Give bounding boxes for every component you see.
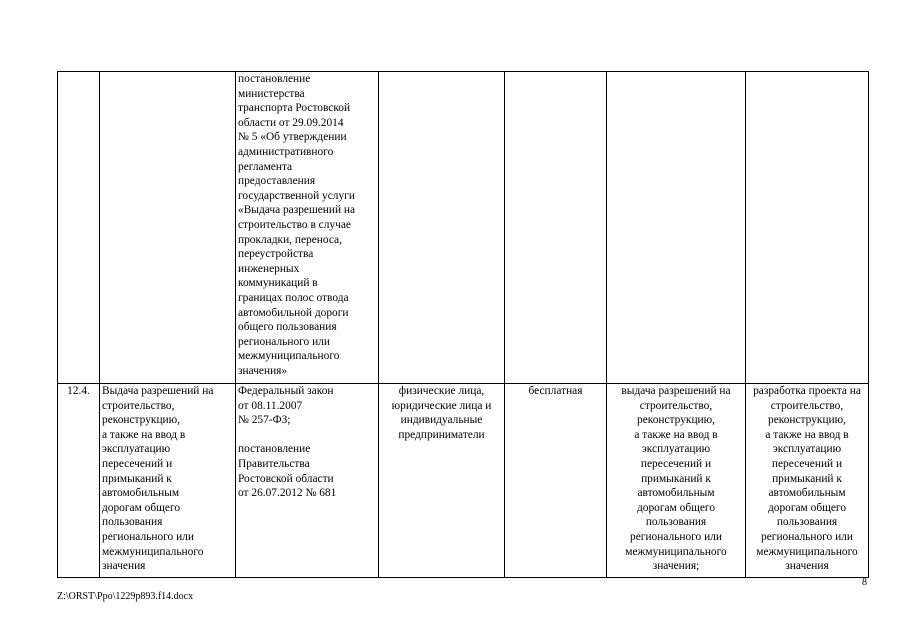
table-cell-result (607, 384, 746, 578)
cell-text: 12.4. (67, 385, 90, 397)
table-cell-payment (505, 384, 607, 578)
cell-text: выдача разрешений на строительство, реконструкцию, а также на ввод в эксплуатацию пересечений и примыканий к автомобильным дорогам общего пользования регионального или межмуниципального значения; (621, 385, 731, 573)
cell-text: бесплатная (528, 385, 583, 397)
cell-text: физические лица, юридические лица и индивидуальные предприниматели (391, 385, 492, 441)
table-cell-required-service (746, 72, 869, 384)
table-row (58, 72, 869, 384)
cell-text: Выдача разрешений на строительство, реконструкцию, а также на ввод в эксплуатацию пересечений и примыканий к автомобильным дорогам общего пользования регионального или межмуниципального значения (102, 385, 214, 573)
table-cell-required-service (746, 384, 869, 578)
footer-file-path: Z:\ORST\Ppo\1229p893.f14.docx (57, 591, 194, 602)
table-cell-legal-basis (236, 72, 379, 384)
cell-text: Федеральный закон от 08.11.2007 № 257-ФЗ; постановление Правительства Ростовской области от 26.07.2012 № 681 (238, 385, 337, 500)
page-number: 8 (862, 577, 867, 588)
table-cell-payment (505, 72, 607, 384)
cell-text: разработка проекта на строительство, реконструкцию, а также на ввод в эксплуатацию пересечений и примыканий к автомобильным дорогам общего пользования регионального или межмуниципального значения (753, 385, 861, 573)
table-cell-legal-basis (236, 384, 379, 578)
services-table (57, 71, 869, 578)
table-row (58, 384, 869, 578)
table-cell-service-name (100, 72, 236, 384)
table-cell-service-name (100, 384, 236, 578)
table-cell-number (58, 72, 100, 384)
table-cell-applicants (379, 384, 505, 578)
table-cell-result (607, 72, 746, 384)
cell-text: постановление министерства транспорта Ростовской области от 29.09.2014 № 5 «Об утверждении административного регламента предоставления государственной услуги «Выдача разрешений на строительство в случае прокладки, переноса, переустройства инженерных коммуникаций в границах полос отвода автомобильной дороги общего пользования регионального или межмуниципального значения» (238, 73, 356, 377)
table-cell-applicants (379, 72, 505, 384)
table-cell-number (58, 384, 100, 578)
